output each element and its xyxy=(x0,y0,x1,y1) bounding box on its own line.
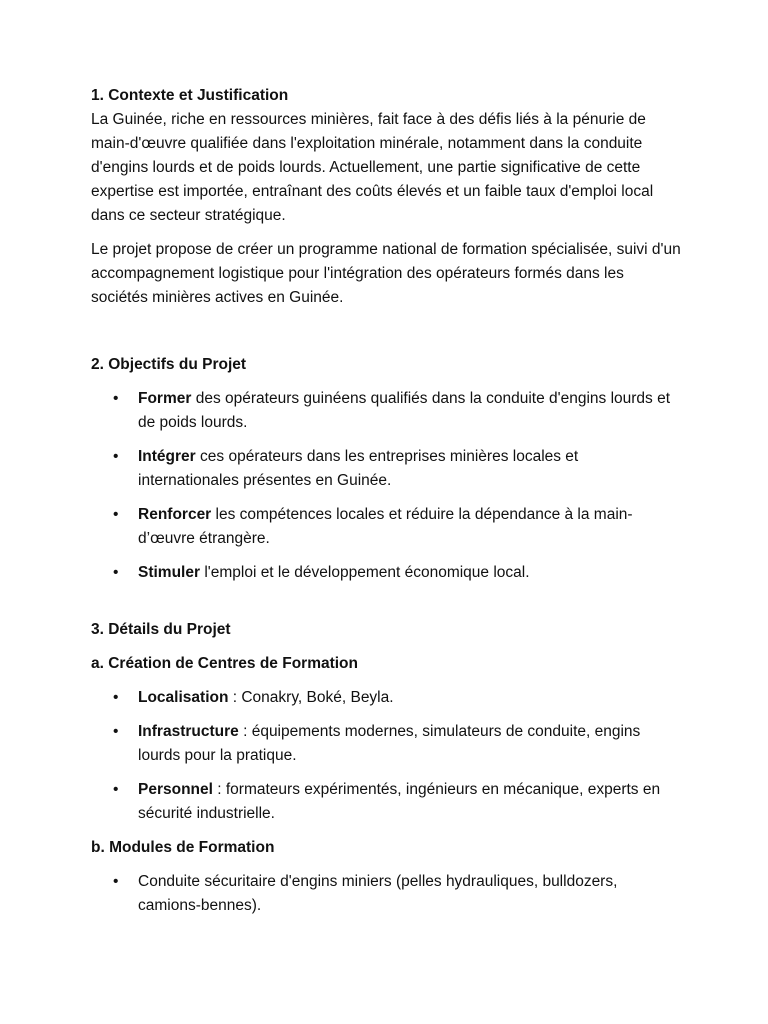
item-text: : formateurs expérimentés, ingénieurs en mécanique, experts en sécurité industrielle. xyxy=(138,781,661,822)
item-text: les compétences locales et réduire la dépendance à la main-d’œuvre étrangère. xyxy=(138,506,633,547)
section-details xyxy=(91,618,681,918)
list-item xyxy=(138,778,681,826)
section-heading: 2. Objectifs du Projet xyxy=(91,356,247,373)
paragraph: Le projet propose de créer un programme national de formation spécialisée, suivi d'un accompagnement logistique pour l'intégration des opérateurs formés dans les sociétés minières actives en Guinée. xyxy=(91,241,681,306)
document-page xyxy=(91,84,681,928)
item-text: : équipements modernes, simulateurs de conduite, engins lourds pour la pratique. xyxy=(138,723,641,764)
item-keyword: Personnel xyxy=(138,781,213,798)
paragraph: La Guinée, riche en ressources minières, fait face à des défis liés à la pénurie de main-d'œuvre qualifiée dans l'exploitation minérale, notamment dans la conduite d'engins lourds et de poids lourds. Actuellement, une partie significative de cette expertise est importée, entraînant des coûts élevés et un faible taux d'emploi local dans ce secteur stratégique. xyxy=(91,111,654,224)
list-item xyxy=(138,503,681,551)
section-objectifs xyxy=(91,353,681,585)
subsection-heading: a. Création de Centres de Formation xyxy=(91,655,358,672)
list-item xyxy=(138,686,681,710)
item-text: Conduite sécuritaire d'engins miniers (pelles hydrauliques, bulldozers, camions-bennes). xyxy=(138,873,618,914)
list-item xyxy=(138,870,681,918)
list-item xyxy=(138,445,681,493)
item-keyword: Localisation xyxy=(138,689,229,706)
item-keyword: Stimuler xyxy=(138,564,201,581)
bullet-list xyxy=(91,686,681,826)
list-item xyxy=(138,387,681,435)
item-text: ces opérateurs dans les entreprises minières locales et internationales présentes en Guinée. xyxy=(138,448,579,489)
item-text: l'emploi et le développement économique local. xyxy=(200,564,530,581)
item-text: des opérateurs guinéens qualifiés dans la conduite d'engins lourds et de poids lourds. xyxy=(138,390,671,431)
item-keyword: Former xyxy=(138,390,192,407)
bullet-list xyxy=(91,387,681,585)
list-item xyxy=(138,561,681,585)
bullet-list xyxy=(91,870,681,918)
item-keyword: Renforcer xyxy=(138,506,212,523)
subsection-heading: b. Modules de Formation xyxy=(91,839,275,856)
section-contexte xyxy=(91,84,681,310)
item-text: : Conakry, Boké, Beyla. xyxy=(228,689,394,706)
item-keyword: Intégrer xyxy=(138,448,196,465)
section-heading: 1. Contexte et Justification xyxy=(91,87,289,104)
list-item xyxy=(138,720,681,768)
section-heading: 3. Détails du Projet xyxy=(91,621,231,638)
item-keyword: Infrastructure xyxy=(138,723,239,740)
